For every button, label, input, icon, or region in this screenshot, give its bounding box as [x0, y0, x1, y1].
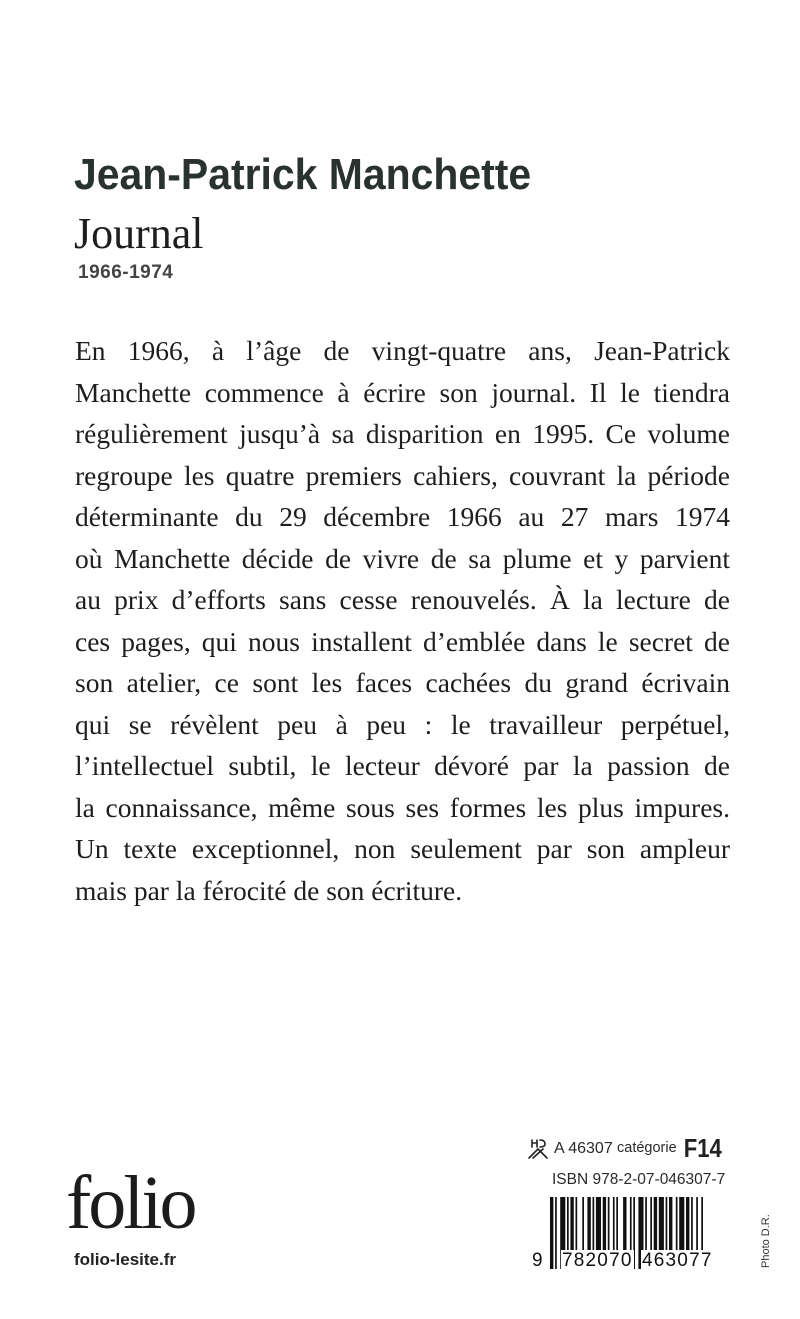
book-title: Journal [74, 209, 204, 258]
barcode-right-digits: 463077 [642, 1250, 713, 1271]
blurb-line: Manchette commence à écrire son journal. Il le tiendra [75, 376, 730, 408]
catalog-line [526, 1133, 722, 1163]
catalog-code: A 46307 [554, 1140, 613, 1157]
category-code: F14 [683, 1133, 722, 1163]
blurb-line: son atelier, ce sont les faces cachées du grand écrivain [75, 667, 730, 698]
back-cover-blurb [75, 330, 730, 911]
barcode-first-digit: 9 [532, 1250, 543, 1271]
blurb-line: ces pages, qui nous installent d’emblée dans le secret de [75, 625, 730, 657]
blurb-line: En 1966, à l’âge de vingt-quatre ans, Jean-Patrick [75, 335, 730, 366]
barcode-bar [555, 1197, 557, 1269]
blurb-line: déterminante du 29 décembre 1966 au 27 mars 1974 [75, 501, 730, 532]
blurb-line: Un texte exceptionnel, non seulement par son ampleur [75, 833, 730, 864]
publisher-website: folio-lesite.fr [74, 1250, 177, 1269]
author-name: Jean-Patrick Manchette [74, 150, 532, 199]
blurb-line: regroupe les quatre premiers cahiers, couvrant la période [75, 459, 730, 491]
blurb-line: qui se révèlent peu à peu : le travailleur perpétuel, [75, 708, 730, 740]
photo-credit: Photo D.R. [760, 1214, 772, 1268]
blurb-line: au prix d’efforts sans cesse renouvelés. À la lecture de [75, 584, 730, 615]
blurb-line: régulièrement jusqu’à sa disparition en 1995. Ce volume [75, 418, 730, 449]
ean-barcode [532, 1197, 728, 1277]
gallimard-monogram-icon [526, 1138, 550, 1160]
blurb-line: mais par la férocité de son écriture. [75, 874, 463, 906]
barcode-left-digits: 782070 [562, 1250, 633, 1271]
blurb-line: où Manchette décide de vivre de sa plume et y parvient [75, 542, 730, 574]
category-label: catégorie [617, 1140, 677, 1156]
barcode-bar [550, 1197, 553, 1269]
blurb-line: la connaissance, même sous ses formes les plus impures. [75, 791, 730, 823]
isbn-number: ISBN 978-2-07-046307-7 [552, 1171, 726, 1188]
blurb-line: l’intellectuel subtil, le lecteur dévoré par la passion de [75, 750, 730, 781]
book-dates: 1966-1974 [78, 262, 174, 283]
folio-logo: folio [66, 1161, 195, 1245]
